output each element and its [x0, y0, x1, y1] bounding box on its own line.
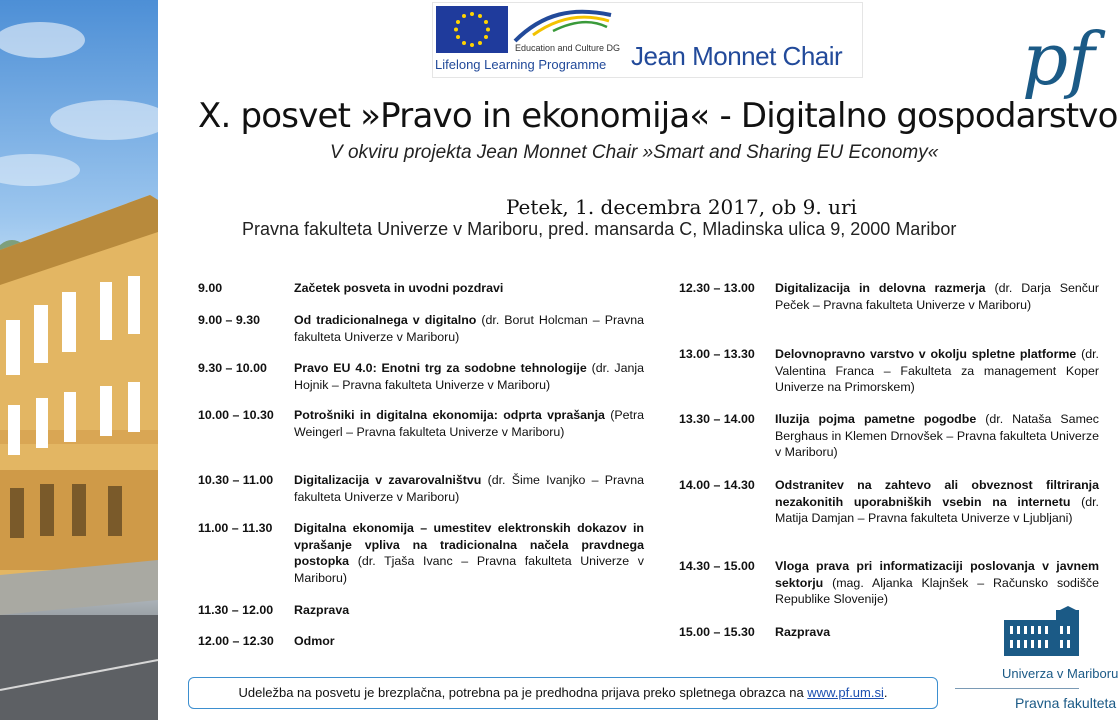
program-speaker: (dr. Janja Hojnik – Pravna fakulteta Univerze v Mariboru) — [294, 361, 644, 392]
program-title: Delovnopravno varstvo v okolju spletne platforme — [775, 347, 1077, 361]
program-time: 10.00 – 10.30 — [198, 408, 274, 422]
program-item — [198, 280, 644, 297]
program-time: 12.00 – 12.30 — [198, 634, 274, 648]
program-desc — [294, 633, 644, 650]
swoosh-logo-icon — [513, 5, 613, 43]
program-item — [198, 633, 644, 650]
program-time: 10.30 – 11.00 — [198, 473, 274, 487]
page-title: X. posvet »Pravo in ekonomija« - Digitalno gospodarstvo — [198, 96, 1118, 136]
program-title: Iluzija pojma pametne pogodbe — [775, 412, 977, 426]
program-desc — [294, 360, 644, 393]
program-title: Razprava — [775, 625, 831, 639]
program-time: 14.00 – 14.30 — [679, 478, 755, 492]
program-time: 15.00 – 15.30 — [679, 625, 755, 639]
program-title: Začetek posveta in uvodni pozdravi — [294, 281, 504, 295]
program-title: Vloga prava pri informatizaciji poslovanja v javnem sektorju — [775, 559, 1099, 590]
program-desc — [294, 602, 644, 619]
jean-monnet-label: Jean Monnet Chair — [631, 41, 843, 71]
program-desc — [294, 520, 644, 586]
university-building-logo — [1002, 606, 1079, 656]
lifelong-learning-label: Lifelong Learning Programme — [435, 57, 607, 72]
program-item — [198, 520, 644, 586]
program-item — [198, 360, 644, 393]
program-speaker: (dr. Nataša Samec Berghaus in Klemen Drnovšek – Pravna fakulteta Univerze v Mariboru) — [775, 412, 1099, 459]
program-item — [198, 312, 644, 345]
program-title: Digitalizacija in delovna razmerja — [775, 281, 986, 295]
program-title: Od tradicionalnega v digitalno — [294, 313, 477, 327]
program-speaker: (dr. Šime Ivanjko – Pravna fakulteta Univerze v Mariboru) — [294, 473, 644, 504]
program-title: Pravo EU 4.0: Enotni trg za sodobne tehnologije — [294, 361, 587, 375]
program-time: 9.00 — [198, 281, 223, 295]
program-item — [679, 411, 1099, 461]
registration-link[interactable]: www.pf.um.si — [807, 685, 884, 700]
program-title: Digitalna ekonomija – umestitev elektronskih dokazov in vprašanje vpliva na tradicionalna načela pravdnega postopka — [294, 521, 644, 568]
program-time: 12.30 – 13.00 — [679, 281, 755, 295]
pf-monogram-logo — [1020, 17, 1095, 101]
program-desc — [775, 280, 1099, 313]
program-speaker: (dr. Tjaša Ivanc – Pravna fakulteta Univerze v Mariboru) — [294, 554, 644, 585]
notice-text: Udeležba na posvetu je brezplačna, potrebna pa je predhodna prijava preko spletnega obrazca na — [238, 685, 808, 700]
program-speaker: (dr. Borut Holcman – Pravna fakulteta Univerze v Mariboru) — [294, 313, 644, 344]
program-time: 13.00 – 13.30 — [679, 347, 755, 361]
program-desc — [294, 280, 644, 297]
education-culture-label: Education and Culture DG — [515, 43, 621, 53]
program-title: Odstranitev na zahtevo ali obveznost filtriranja nezakonitih uporabniških vsebin na internetu — [775, 478, 1099, 509]
program-time: 13.30 – 14.00 — [679, 412, 755, 426]
program-desc — [775, 346, 1099, 396]
lifelong-learning-banner — [432, 2, 863, 78]
program-desc — [775, 477, 1099, 527]
building-photo — [0, 0, 158, 720]
program-title: Potrošniki in digitalna ekonomija: odprta vprašanja — [294, 408, 605, 422]
event-venue: Pravna fakulteta Univerze v Mariboru, pred. mansarda C, Mladinska ulica 9, 2000 Maribor — [242, 219, 957, 239]
program-time: 9.30 – 10.00 — [198, 361, 267, 375]
program-desc — [775, 411, 1099, 461]
program-item — [679, 558, 1099, 608]
event-date: Petek, 1. decembra 2017, ob 9. uri — [506, 195, 857, 219]
program-speaker: (dr. Matija Damjan – Pravna fakulteta Univerze v Ljubljani) — [775, 494, 1099, 525]
program-desc — [775, 558, 1099, 608]
program-title: Digitalizacija v zavarovalništvu — [294, 473, 482, 487]
eu-flag-icon — [436, 6, 508, 53]
program-title: Razprava — [294, 603, 350, 617]
logo-divider — [955, 688, 1079, 689]
program-item — [679, 280, 1099, 313]
faculty-name: Pravna fakulteta — [1015, 695, 1117, 711]
page-subtitle: V okviru projekta Jean Monnet Chair »Smart and Sharing EU Economy« — [330, 142, 939, 163]
program-desc — [294, 407, 644, 440]
program-time: 11.00 – 11.30 — [198, 521, 273, 535]
program-desc — [294, 312, 644, 345]
program-speaker: (Petra Weingerl – Pravna fakulteta Univerze v Mariboru) — [294, 408, 645, 439]
program-time: 9.00 – 9.30 — [198, 313, 261, 327]
program-item — [679, 346, 1099, 396]
registration-notice — [188, 677, 938, 709]
university-name: Univerza v Mariboru — [1002, 666, 1118, 681]
pf-monogram-text: pf — [1022, 17, 1095, 101]
program-title: Odmor — [294, 634, 335, 648]
program-item — [198, 472, 644, 505]
program-speaker: (dr. Darja Senčur Peček – Pravna fakulteta Univerze v Mariboru) — [775, 281, 1099, 312]
program-item — [198, 407, 644, 440]
program-time: 14.30 – 15.00 — [679, 559, 755, 573]
program-item — [679, 477, 1099, 527]
program-speaker: (dr. Valentina Franca – Fakulteta za management Koper Univerze na Primorskem) — [775, 347, 1099, 394]
notice-end: . — [883, 685, 888, 700]
program-speaker: (mag. Aljanka Klajnšek – Računsko sodišče Republike Slovenije) — [775, 575, 1099, 606]
program-desc — [294, 472, 644, 505]
program-time: 11.30 – 12.00 — [198, 603, 274, 617]
program-item — [198, 602, 644, 619]
